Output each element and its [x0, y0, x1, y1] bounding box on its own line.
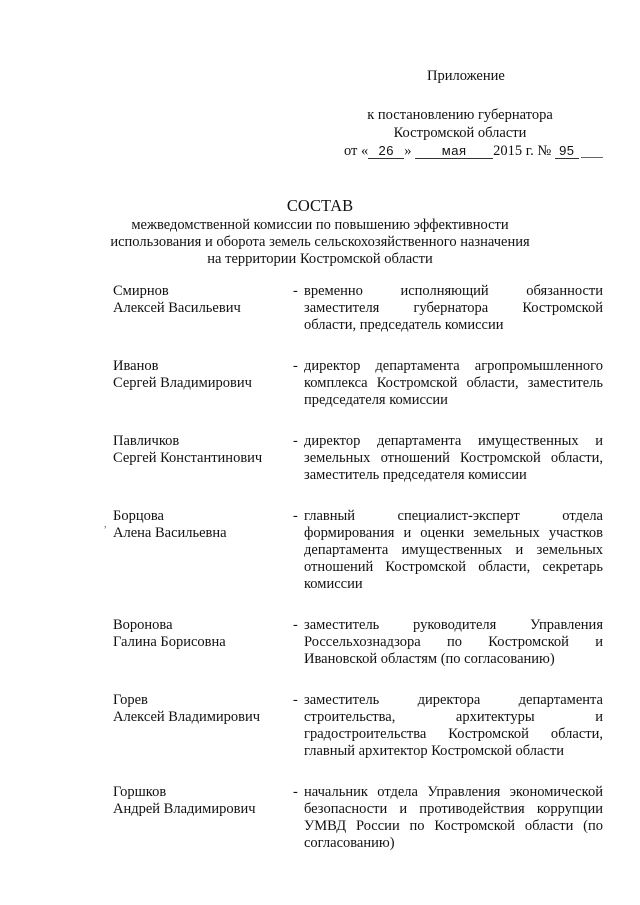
date-number: 95 — [555, 144, 579, 159]
member-given-names: Сергей Владимирович — [113, 375, 252, 391]
member-name — [113, 692, 293, 726]
role-line: земельных отношений Костромской области, — [304, 450, 603, 466]
title-main: СОСТАВ — [286, 196, 354, 215]
title-line-2: использования и оборота земель сельскохозяйственного назначения — [110, 234, 530, 250]
member-surname: Горев — [113, 692, 148, 708]
member-name — [113, 508, 293, 542]
role-line: заместитель директора департамента — [304, 692, 603, 708]
member-name — [113, 617, 293, 651]
date-year: 2015 г. № — [493, 143, 552, 159]
date-prefix: от « — [344, 143, 369, 159]
role-line: директор департамента агропромышленного — [304, 358, 603, 374]
dash: - — [293, 283, 298, 299]
member-given-names: Андрей Владимирович — [113, 801, 256, 817]
date-month: мая — [415, 144, 493, 159]
role-line: УМВД России по Костромской области (по — [304, 818, 603, 834]
member-surname: Смирнов — [113, 283, 169, 299]
role-line: главный специалист-эксперт отдела — [304, 508, 603, 524]
member-role — [304, 692, 603, 760]
role-line: комиссии — [304, 576, 363, 592]
role-line: Россельхознадзора по Костромской и — [304, 634, 603, 650]
role-line: формирования и оценки земельных участков — [304, 525, 603, 541]
member-entry — [113, 508, 608, 593]
role-line: отношений Костромской области, секретарь — [304, 559, 603, 575]
member-entry — [113, 617, 608, 668]
member-role — [304, 508, 603, 593]
member-entry — [113, 358, 608, 409]
title-line-1: межведомственной комиссии по повышению эффективности — [131, 217, 509, 233]
member-name — [113, 358, 293, 392]
members-list — [113, 283, 608, 876]
member-given-names: Алексей Васильевич — [113, 300, 241, 316]
member-name — [113, 283, 293, 317]
signature-underline — [581, 156, 603, 158]
member-surname: Воронова — [113, 617, 173, 633]
member-given-names: Алена Васильевна — [113, 525, 227, 541]
role-line: временно исполняющий обязанности — [304, 283, 603, 299]
member-given-names: Сергей Константинович — [113, 450, 263, 466]
decree-line-1: к постановлению губернатора — [367, 107, 553, 123]
member-entry — [113, 784, 608, 852]
role-line: заместителя губернатора Костромской — [304, 300, 603, 316]
member-given-names: Алексей Владимирович — [113, 709, 261, 725]
member-role — [304, 283, 603, 334]
role-line: директор департамента имущественных и — [304, 433, 603, 449]
date-mid: » — [404, 143, 412, 159]
member-surname: Павличков — [113, 433, 180, 449]
member-given-names: Галина Борисовна — [113, 634, 226, 650]
role-line: заместитель председателя комиссии — [304, 467, 527, 483]
member-entry — [113, 283, 608, 334]
role-line: комплекса Костромской области, заместитель — [304, 375, 603, 391]
decree-reference — [330, 107, 590, 161]
dash: - — [293, 692, 298, 708]
member-role — [304, 617, 603, 668]
document-title — [90, 196, 550, 268]
member-surname: Борцова — [113, 508, 164, 524]
appendix-label: Приложение — [427, 68, 505, 84]
member-name — [113, 433, 293, 467]
role-line: согласованию) — [304, 835, 395, 851]
role-line: департамента имущественных и земельных — [304, 542, 603, 558]
margin-mark: , — [104, 519, 107, 530]
dash: - — [293, 508, 298, 524]
dash: - — [293, 358, 298, 374]
dash: - — [293, 784, 298, 800]
decree-line-2: Костромской области — [393, 125, 527, 141]
member-surname: Горшков — [113, 784, 167, 800]
role-line: безопасности и противодействия коррупции — [304, 801, 603, 817]
dash: - — [293, 617, 298, 633]
title-line-3: на территории Костромской области — [207, 251, 433, 267]
member-role — [304, 784, 603, 852]
role-line: председателя комиссии — [304, 392, 448, 408]
dash: - — [293, 433, 298, 449]
member-surname: Иванов — [113, 358, 159, 374]
role-line: области, председатель комиссии — [304, 317, 504, 333]
member-entry — [113, 692, 608, 760]
role-line: строительства, архитектуры и — [304, 709, 603, 725]
member-role — [304, 433, 603, 484]
role-line: Ивановской областям (по согласованию) — [304, 651, 555, 667]
role-line: градостроительства Костромской области, — [304, 726, 603, 742]
member-entry — [113, 433, 608, 484]
role-line: заместитель руководителя Управления — [304, 617, 603, 633]
member-name — [113, 784, 293, 818]
role-line: начальник отдела Управления экономической — [304, 784, 603, 800]
decree-date-line — [330, 143, 590, 161]
role-line: главный архитектор Костромской области — [304, 743, 564, 759]
date-day: 26 — [368, 144, 404, 159]
member-role — [304, 358, 603, 409]
